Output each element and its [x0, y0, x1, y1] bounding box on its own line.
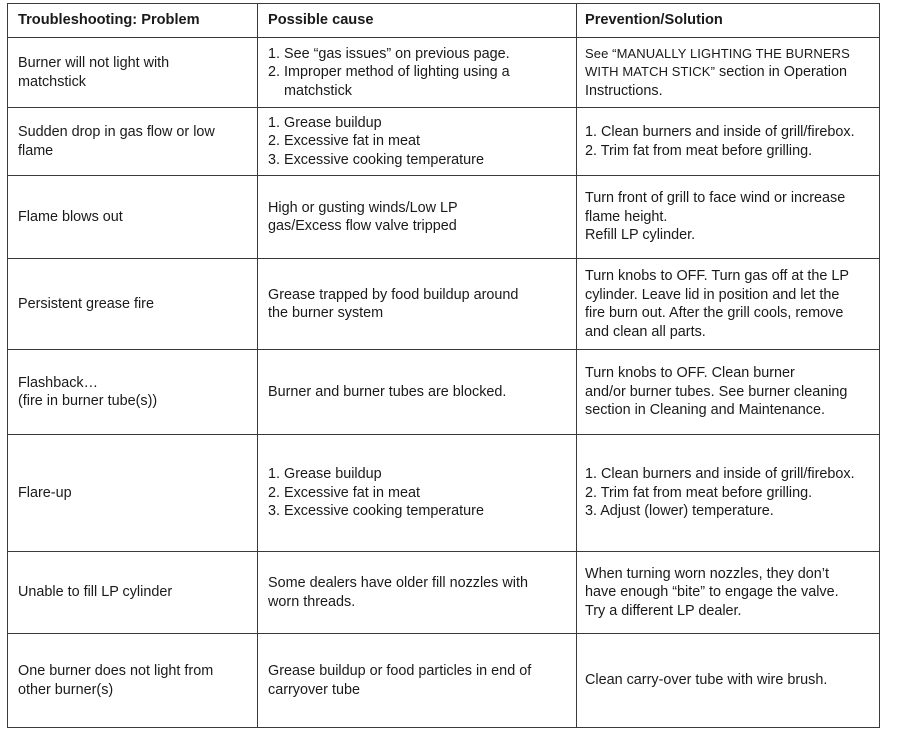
solution-line: Turn knobs to OFF. Clean burner — [585, 365, 795, 382]
solution-line: section in Cleaning and Maintenance. — [585, 402, 826, 419]
solution-line: Instructions. — [585, 82, 663, 99]
table-row — [8, 552, 880, 634]
cause-line: 2. Excessive fat in meat — [268, 484, 420, 501]
solution-cell — [577, 259, 880, 350]
problem-line: Burner will not light with — [18, 55, 170, 71]
problem-cell — [8, 350, 258, 435]
table-row — [8, 176, 880, 259]
cause-cell — [258, 634, 577, 728]
cause-cell — [258, 552, 577, 634]
cause-line: carryover tube — [268, 681, 360, 698]
solution-line: cylinder. Leave lid in position and let the — [585, 286, 840, 303]
problem-cell — [8, 38, 258, 108]
table-row — [8, 350, 880, 435]
table-row — [8, 435, 880, 552]
solution-line: and clean all parts. — [585, 323, 706, 340]
solution-line: Refill LP cylinder. — [585, 227, 696, 244]
cause-line: the burner system — [268, 305, 384, 321]
problem-line: One burner does not light from — [18, 663, 214, 679]
table-row — [8, 634, 880, 728]
solution-line: WITH MATCH STICK” — [585, 64, 715, 80]
header-row — [8, 4, 880, 38]
table-row — [8, 108, 880, 176]
table-row — [8, 38, 880, 108]
cause-cell — [258, 350, 577, 435]
solution-line: 3. Adjust (lower) temperature. — [585, 503, 774, 520]
cause-line: 1. Grease buildup — [268, 466, 382, 483]
solution-cell — [577, 552, 880, 634]
cause-line: 2. Improper method of lighting using a matchstick — [268, 64, 510, 99]
header-cause: Possible cause — [258, 4, 577, 38]
cause-cell — [258, 38, 577, 108]
solution-cell — [577, 634, 880, 728]
cause-line: 1. Grease buildup — [268, 114, 382, 131]
solution-cell — [577, 435, 880, 552]
solution-line: Turn front of grill to face wind or increase — [585, 190, 846, 207]
problem-cell — [8, 634, 258, 728]
cause-line: High or gusting winds/Low LP — [268, 199, 458, 216]
table-row — [8, 259, 880, 350]
solution-line: 1. Clean burners and inside of grill/firebox. — [585, 466, 855, 483]
problem-cell — [8, 552, 258, 634]
troubleshooting-table — [7, 3, 880, 728]
solution-line: section in Operation — [719, 64, 847, 81]
problem-line: (fire in burner tube(s)) — [18, 393, 158, 409]
cause-line: 3. Excessive cooking temperature — [268, 151, 484, 168]
cause-line: Grease buildup or food particles in end of — [268, 663, 532, 679]
cause-line: 2. Excessive fat in meat — [268, 133, 420, 150]
solution-line: 1. Clean burners and inside of grill/firebox. — [585, 124, 855, 140]
cause-line: 3. Excessive cooking temperature — [268, 503, 484, 520]
problem-line: matchstick — [18, 73, 86, 90]
solution-line: fire burn out. After the grill cools, remove — [585, 305, 844, 321]
solution-line: have enough “bite” to engage the valve. — [585, 584, 839, 601]
problem-line: Flashback… — [18, 374, 98, 391]
cause-line: worn threads. — [268, 593, 356, 610]
header-solution: Prevention/Solution — [577, 4, 880, 38]
problem-cell — [8, 435, 258, 552]
solution-cell — [577, 108, 880, 176]
solution-cell — [577, 38, 880, 108]
cause-cell — [258, 176, 577, 259]
solution-cell — [577, 350, 880, 435]
problem-line: Persistent grease fire — [18, 295, 154, 312]
cause-cell — [258, 108, 577, 176]
solution-line: flame height. — [585, 208, 668, 225]
cause-line: 1. See “gas issues” on previous page. — [268, 45, 510, 62]
problem-cell — [8, 108, 258, 176]
cause-line: gas/Excess flow valve tripped — [268, 218, 457, 234]
problem-line: Sudden drop in gas flow or low — [18, 124, 215, 140]
cause-cell — [258, 435, 577, 552]
problem-line: Flame blows out — [18, 208, 123, 225]
problem-line: other burner(s) — [18, 681, 114, 698]
solution-line: Try a different LP dealer. — [585, 602, 742, 619]
problem-line: Flare-up — [18, 484, 72, 501]
cause-line: Grease trapped by food buildup around — [268, 286, 519, 303]
problem-line: Unable to fill LP cylinder — [18, 584, 173, 601]
problem-cell — [8, 176, 258, 259]
solution-line: 2. Trim fat from meat before grilling. — [585, 484, 813, 501]
solution-line: Clean carry-over tube with wire brush. — [585, 672, 828, 689]
solution-cell — [577, 176, 880, 259]
solution-line: 2. Trim fat from meat before grilling. — [585, 142, 813, 159]
cause-line: Burner and burner tubes are blocked. — [268, 383, 507, 400]
solution-line: When turning worn nozzles, they don’t — [585, 565, 829, 582]
solution-line: Turn knobs to OFF. Turn gas off at the LP — [585, 268, 849, 284]
solution-line: See “MANUALLY LIGHTING THE BURNERS — [585, 45, 850, 61]
header-problem: Troubleshooting: Problem — [8, 4, 258, 38]
problem-cell — [8, 259, 258, 350]
solution-line: and/or burner tubes. See burner cleaning — [585, 383, 848, 400]
problem-line: flame — [18, 142, 54, 159]
cause-cell — [258, 259, 577, 350]
cause-line: Some dealers have older fill nozzles with — [268, 575, 528, 591]
